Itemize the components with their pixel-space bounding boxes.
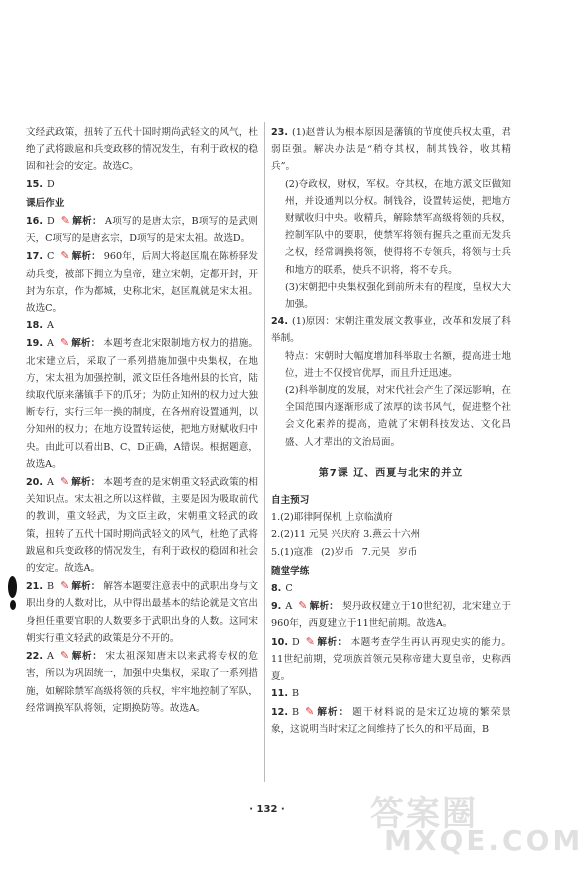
practice-10: 10. D ✎ 解析： 本题考查学生再认再现史实的能力。11世纪前期，党项族首领元昊称帝建大夏皇帝，史称西夏。: [271, 634, 512, 683]
column-divider: [264, 122, 265, 782]
ink-blob: [8, 576, 17, 598]
question-22: 22. A ✎ 解析： 宋太祖深知唐末以来武将专权的危害，所以为巩固统一，加强中央集权，采取了一系列措施，如解除禁军高级将领的兵权，牢牢地控制了军队，经常调换军队将领，定期换防等。故选A。: [26, 649, 259, 714]
brush-icon: ✎: [59, 475, 70, 489]
question-23-part-2: (2)夺政权，财权，军权。夺其权，在地方派文臣做知州，并设通判以分权。制钱谷，设置转运使，把地方财赋收归中央。收精兵，解除禁军高级将领的兵权，控制军队中的要职，使禁军将领有握兵之重而无发兵之权，经常调换将领，使得将不专领兵，将领与士兵和地方的联系，使兵不识将，将不专兵。: [285, 178, 511, 276]
page-number: · 132 ·: [249, 804, 285, 815]
section-preview: 自主预习: [271, 495, 310, 507]
question-18: 18. A: [26, 320, 54, 332]
brush-icon: ✎: [60, 249, 70, 263]
practice-8: 8. C: [271, 583, 293, 595]
section-class-practice: 随堂学练: [271, 565, 310, 577]
question-16: 16. D ✎ 解析： A项写的是唐太宗，B项写的是武则天，C项写的是唐玄宗，D项写的是宋太祖。故选D。: [26, 214, 258, 245]
continued-answer-text: 文经武政策，扭转了五代十国时期尚武轻文的风气，杜绝了武将跋扈和兵变政移的情况发生，有利于政权的稳固和社会的安定。故选C。: [26, 127, 258, 173]
practice-9: 9. A ✎ 解析： 契丹政权建立于10世纪初，北宋建立于960年，西夏建立于11世纪前期。故选A。: [271, 599, 511, 630]
question-19: 19. A ✎ 解析： 本题考查北宋限制地方权力的措施。北宋建立后，采取了一系列措施加强中央集权，在地方，宋太祖为加强控制，派文臣任各地州县的长官，陆续取代原来藩镇手下的爪牙；为防止知州的权力过大独断专行，实行三年一换的制度，在各州府设置通判，以分知州的权力；在地方设置转运使，把地方财赋收归中央。由此可以看出B、C、D正确，A错误。根据题意，故选A。: [26, 336, 259, 470]
question-24-part-2: 特点：宋朝时大幅度增加科举取士名额，提高进士地位，进士不仅授官优厚，而且升迁迅速。: [285, 350, 511, 379]
section-homework: 课后作业: [26, 197, 65, 209]
preview-line-2: 2.(2)11 元昊 兴庆府 3.燕云十六州: [271, 529, 421, 541]
practice-11: 11. B: [271, 688, 300, 700]
brush-icon: ✎: [59, 649, 70, 663]
preview-line-3: 5.(1)寇准 (2)岁币 7.元昊 岁币: [271, 546, 418, 558]
brush-icon: ✎: [305, 634, 315, 648]
question-17: 17. C ✎ 解析： 960年，后周大将赵匡胤在陈桥驿发动兵变，被部下拥立为皇帝，建立宋朝，定都开封，开封为东京，作为都城，史称北宋，赵匡胤就是宋太祖。故选C。: [26, 249, 259, 315]
brush-icon: ✎: [60, 214, 70, 228]
brush-icon: ✎: [60, 579, 70, 593]
preview-line-1: 1.(2)耶律阿保机 上京临潢府: [271, 512, 393, 524]
lesson-title: 第7课 辽、西夏与北宋的并立: [318, 467, 464, 479]
brush-icon: ✎: [59, 336, 70, 350]
question-20: 20. A ✎ 解析： 本题考查的是宋朝重文轻武政策的相关知识点。宋太祖之所以这样做，主要是因为吸取前代的教训，重文轻武，为文臣主政，宋朝重文轻武的政策，扭转了五代十国时期尚武轻文的风气，杜绝了武将跋扈和兵变政移的情况发生，有利于政权的稳固和社会的安定。故选A。: [26, 475, 259, 575]
question-23-part-3: (3)宋朝把中央集权强化到前所未有的程度，皇权大大加强。: [285, 281, 511, 311]
question-21: 21. B ✎ 解析： 解答本题要注意表中的武职出身与文职出身的人数对比，从中得出最基本的结论就是文官出身担任重要官职的人数要多于武职出身的人数。这同宋朝实行重文轻武的政策是分不开的。: [26, 579, 259, 644]
left-column: [26, 124, 258, 717]
practice-12: 12. B ✎ 解析： 题干材料说的是宋辽边境的繁荣景象，这说明当时宋辽之间维持了长久的和平局面，B: [271, 704, 512, 735]
watermark-logo: 答案圈 MXQE.COM: [370, 794, 583, 857]
brush-icon: ✎: [298, 599, 308, 613]
question-24-part-3: (2)科举制度的发展，对宋代社会产生了深远影响，在全国范围内逐渐形成了浓厚的读书风气，促进整个社会文化素养的提高，造就了宋朝科技发达、文化昌盛、人才辈出的文治局面。: [285, 385, 511, 448]
question-15: 15. D: [26, 178, 55, 190]
ink-blob: [10, 600, 16, 610]
question-23: 23. (1)赵普认为根本原因是藩镇的节度使兵权太重，君弱臣强。解决办法是“稍夺其权，制其钱谷，收其精兵”。: [271, 127, 511, 173]
question-24: 24. (1)原因：宋朝注重发展文教事业，改革和发展了科举制。: [271, 316, 511, 345]
brush-icon: ✎: [305, 704, 315, 718]
right-column: [271, 124, 511, 738]
